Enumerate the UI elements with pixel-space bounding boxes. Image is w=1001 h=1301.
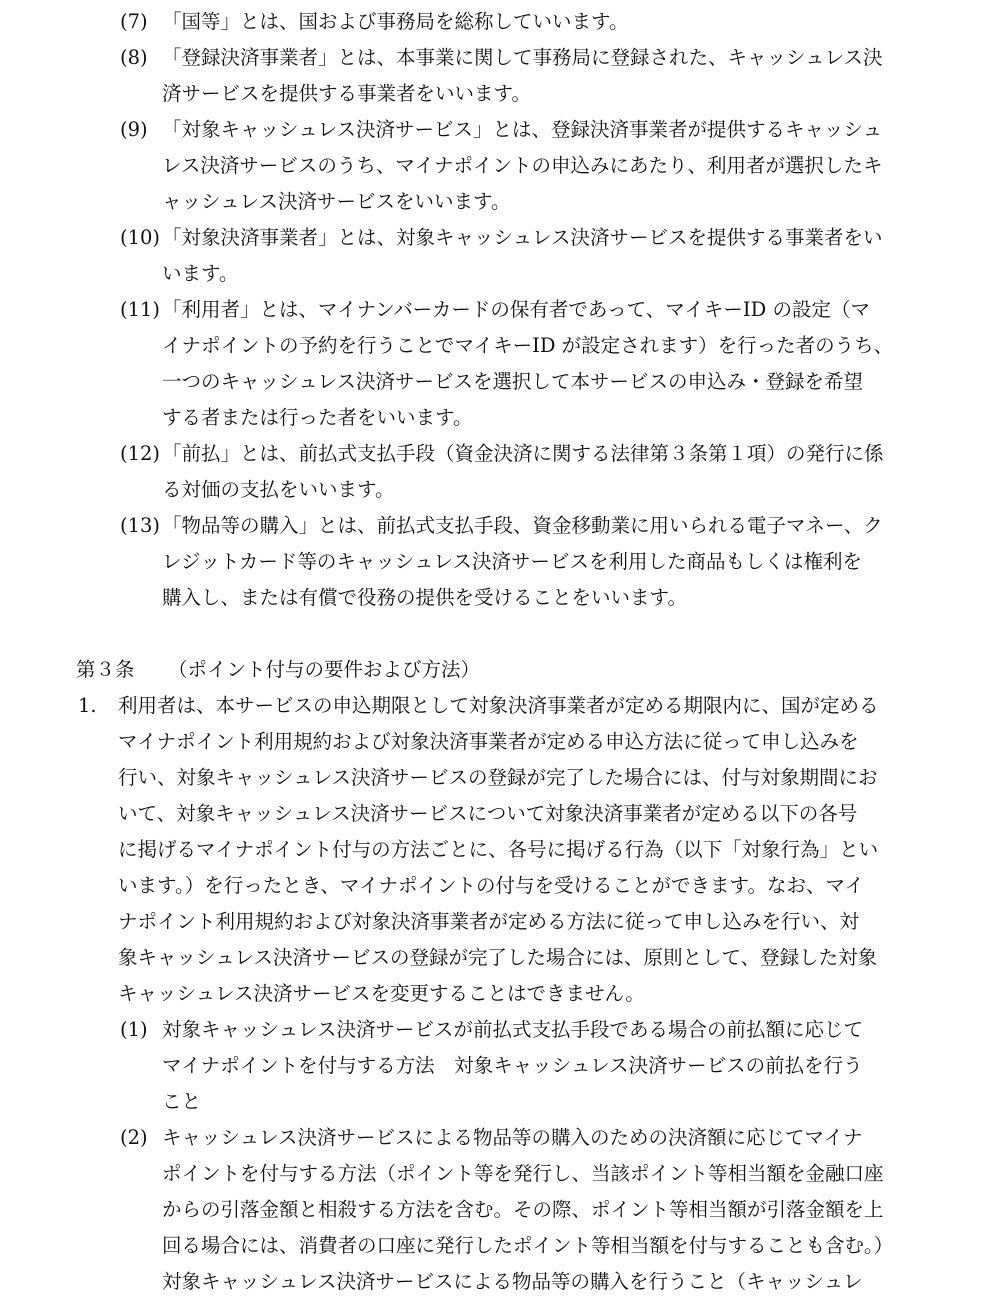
definition-line: 「前払」とは、前払式支払手段（資金決済に関する法律第３条第１項）の発行に係 <box>162 442 884 465</box>
paragraph-body <box>118 688 928 1012</box>
definition-line: レス決済サービスのうち、マイナポイントの申込みにあたり、利用者が選択したキ <box>162 154 883 177</box>
definition-number: (8) <box>120 46 148 69</box>
paragraph-line: ナポイント利用規約および対象決済事業者が定める方法に従って申し込みを行い、対 <box>118 910 860 933</box>
article-number: 第３条 <box>76 658 135 681</box>
sub-item-line: 回る場合には、消費者の口座に発行したポイント等相当額を付与することも含む。） <box>162 1234 894 1257</box>
article-title: （ポイント付与の要件および方法） <box>168 658 481 681</box>
sub-item-line: こと <box>162 1090 202 1113</box>
definition-number: (11) <box>120 298 161 321</box>
sub-item-line: 対象キャッシュレス決済サービスによる物品等の購入を行うこと（キャッシュレ <box>162 1270 863 1293</box>
definition-number: (10) <box>120 226 161 249</box>
definition-number: (9) <box>120 118 148 141</box>
paragraph-line: マイナポイント利用規約および対象決済事業者が定める申込方法に従って申し込みを <box>118 730 859 753</box>
definition-item <box>0 112 927 220</box>
paragraph-line: いて、対象キャッシュレス決済サービスについて対象決済事業者が定める以下の各号 <box>118 802 858 825</box>
definition-line: います。 <box>162 262 239 285</box>
definition-line: る対価の支払をいいます。 <box>162 478 395 501</box>
sub-item-list <box>0 1012 1001 1300</box>
definition-line: 一つのキャッシュレス決済サービスを選択して本サービスの申込み・登録を希望 <box>162 370 864 393</box>
definition-line: ャッシュレス決済サービスをいいます。 <box>162 190 511 213</box>
definition-line: 「対象キャッシュレス決済サービス」とは、登録決済事業者が提供するキャッシュ <box>162 118 883 141</box>
definition-line: 「国等」とは、国および事務局を総称していいます。 <box>162 10 629 33</box>
definition-number: (7) <box>120 10 148 33</box>
definition-list <box>0 4 1001 616</box>
paragraph-number: 1. <box>78 694 97 717</box>
definition-item <box>0 508 927 616</box>
paragraph-line: います。）を行ったとき、マイナポイントの付与を受けることができます。なお、マイ <box>118 874 865 897</box>
definition-item <box>0 436 927 508</box>
definition-item <box>0 220 927 292</box>
paragraph-line: 利用者は、本サービスの申込期限として対象決済事業者が定める期限内に、国が定める <box>118 694 879 717</box>
definition-line: 済サービスを提供する事業者をいいます。 <box>162 82 531 105</box>
sub-item-line: からの引落金額と相殺する方法を含む。その際、ポイント等相当額が引落金額を上 <box>162 1198 884 1221</box>
sub-item-number: (2) <box>120 1126 148 1149</box>
sub-item <box>0 1120 927 1300</box>
definition-line: イナポイントの予約を行うことでマイキーID が設定されます）を行った者のうち、 <box>162 334 894 357</box>
definition-number: (13) <box>120 514 161 537</box>
definition-line: 「物品等の購入」とは、前払式支払手段、資金移動業に用いられる電子マネー、ク <box>162 514 883 537</box>
sub-item <box>0 1012 927 1120</box>
definition-line: する者または行った者をいいます。 <box>162 406 473 429</box>
paragraph-line: 象キャッシュレス決済サービスの登録が完了した場合には、原則として、登録した対象 <box>118 946 878 969</box>
sub-item-number: (1) <box>120 1018 148 1041</box>
sub-item-line: キャッシュレス決済サービスによる物品等の購入のための決済額に応じてマイナ <box>162 1126 863 1149</box>
definition-item <box>0 4 927 40</box>
definition-number: (12) <box>120 442 161 465</box>
paragraph-line: に掲げるマイナポイント付与の方法ごとに、各号に掲げる行為（以下「対象行為」とい <box>118 838 879 861</box>
definition-item <box>0 292 927 436</box>
definition-item <box>0 40 927 112</box>
definition-line: 購入し、または有償で役務の提供を受けることをいいます。 <box>162 586 687 609</box>
paragraph-line: 行い、対象キャッシュレス決済サービスの登録が完了した場合には、付与対象期間にお <box>118 766 878 789</box>
definition-line: レジットカード等のキャッシュレス決済サービスを利用した商品もしくは権利を <box>162 550 862 573</box>
sub-item-line: マイナポイントを付与する方法 対象キャッシュレス決済サービスの前払を行う <box>162 1054 863 1077</box>
paragraph-line: キャッシュレス決済サービスを変更することはできません。 <box>118 982 645 1005</box>
definition-line: 「利用者」とは、マイナンバーカードの保有者であって、マイキーID の設定（マ <box>162 298 870 321</box>
definition-line: 「登録決済事業者」とは、本事業に関して事務局に登録された、キャッシュレス決 <box>162 46 883 69</box>
sub-item-line: ポイントを付与する方法（ポイント等を発行し、当該ポイント等相当額を金融口座 <box>162 1162 884 1185</box>
sub-item-line: 対象キャッシュレス決済サービスが前払式支払手段である場合の前払額に応じて <box>162 1018 864 1041</box>
article-heading <box>76 652 480 688</box>
definition-line: 「対象決済事業者」とは、対象キャッシュレス決済サービスを提供する事業者をい <box>162 226 883 249</box>
